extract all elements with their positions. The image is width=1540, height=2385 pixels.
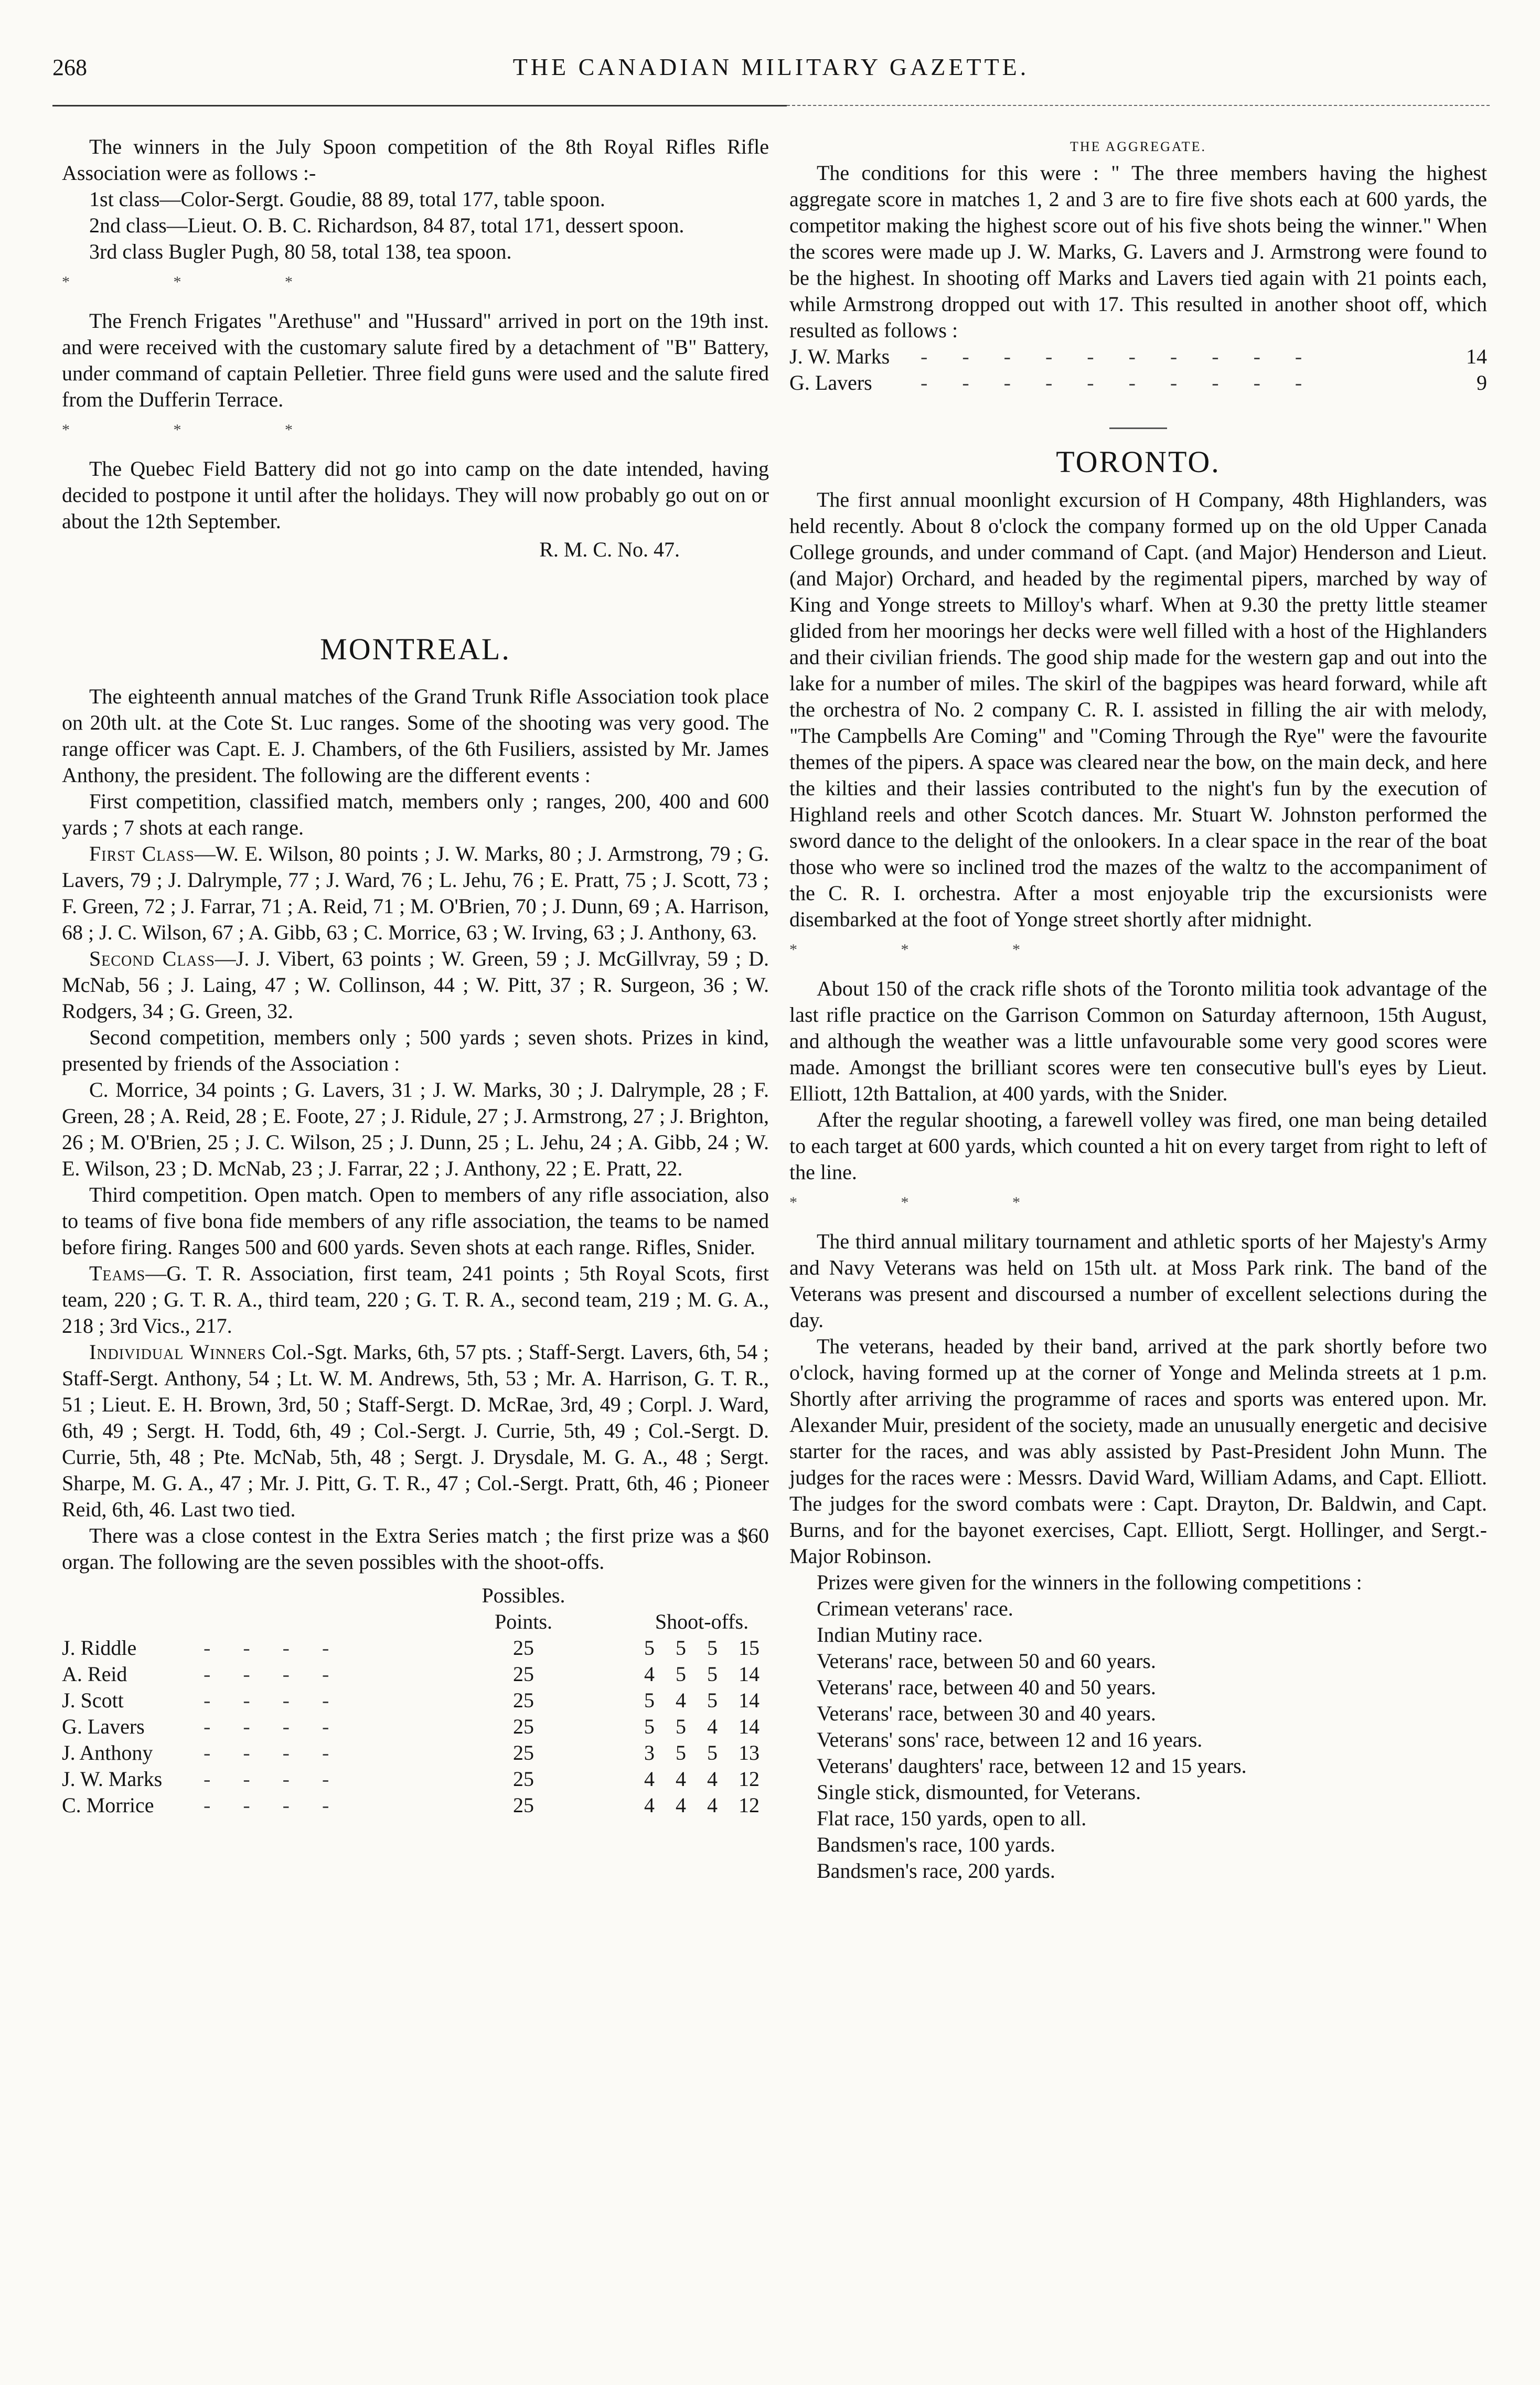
second-class-results [62, 946, 769, 1024]
prize-item: Indian Mutiny race. [817, 1623, 983, 1646]
row-shot-2: 5 [676, 1741, 686, 1764]
row-total: 12 [739, 1793, 760, 1817]
header-rule [52, 105, 787, 106]
toronto-paragraph: About 150 of the crack rifle shots of the Toronto militia took advantage of the last rifle practice on the Garrison Common on Saturday afternoon, 15th August, and although the weather was a little unfavourable some very good scores were made. Amongst the brilliant scores were ten consecutive bull's eyes by Lieut. Elliott, 12th Battalion, at 400 yards, with the Snider. [789, 977, 1487, 1105]
row-shot-2: 5 [676, 1715, 686, 1738]
section-divider-stars: * * * [62, 421, 343, 439]
row-shot-1: 3 [644, 1741, 655, 1764]
first-class-results [62, 841, 769, 946]
first-class-text: —W. E. Wilson, 80 points ; J. W. Marks, 80 ; J. Armstrong, 79 ; G. Lavers, 79 ; J. Dalrymple, 77 ; J. Ward, 76 ; L. Jehu, 76 ; E. Pratt, 75 ; J. Scott, 73 ; F. Green, 72 ; J. Farrar, 71 ; A. Reid, 71 ; M. O'Brien, 70 ; J. Dunn, 69 ; A. Harrison, 68 ; J. C. Wilson, 67 ; A. Gibb, 63 ; C. Morrice, 63 ; W. Irving, 63 ; J. Anthony, 63. [62, 842, 769, 944]
left-column [62, 134, 769, 1819]
row-shot-3: 5 [707, 1688, 718, 1712]
toronto-paragraph: The third annual military tournament and athletic sports of her Majesty's Army and Navy Veterans was held on 15th ult. at Moss Park rink. The band of the Veterans was present and discoursed a number of excellent selections during the day. [789, 1229, 1487, 1332]
first-class-label: First Class [89, 842, 195, 865]
toronto-heading: TORONTO. [1056, 445, 1221, 479]
leader-dots: - - - - - - - - - - [921, 371, 1317, 394]
prize-item: Bandsmen's race, 100 yards. [817, 1833, 1055, 1856]
montreal-paragraph: There was a close contest in the Extra Series match ; the first prize was a $60 organ. The following are the seven possibles with the shoot-offs. [62, 1524, 769, 1574]
aggregate-paragraph: The conditions for this were : " The three members having the highest aggregate score in matches 1, 2 and 3 are to fire five shots each at 600 yards, the competitor making the highest score out of his five shots being the winner." When the scores were made up J. W. Marks, G. Lavers and J. Armstrong were found to be the highest. In shooting off Marks and Lavers tied again with 21 points each, while Armstrong dropped out with 17. This resulted in another shoot off, which resulted as follows : [789, 161, 1487, 342]
row-name: A. Reid [62, 1662, 127, 1686]
row-shot-3: 4 [707, 1793, 718, 1817]
prize-item: Bandsmen's race, 200 yards. [817, 1859, 1055, 1883]
result-name: J. W. Marks [789, 345, 890, 368]
leader-dots: - - - - - - - - - - [921, 345, 1317, 368]
leader-dots: - - - - [204, 1715, 343, 1738]
row-name: J. Riddle [62, 1636, 137, 1660]
row-total: 12 [739, 1767, 760, 1791]
second-class-label: Second Class [89, 947, 215, 970]
row-total: 14 [739, 1715, 760, 1738]
table-row [62, 1766, 769, 1792]
row-shot-1: 5 [644, 1636, 655, 1660]
prize-item: Single stick, dismounted, for Veterans. [817, 1780, 1141, 1804]
row-points: 25 [513, 1767, 534, 1791]
col-shootoffs: Shoot-offs. [655, 1610, 749, 1633]
toronto-paragraph: Prizes were given for the winners in the following competitions : [817, 1570, 1362, 1594]
section-divider-stars: * * * [789, 1194, 1070, 1211]
montreal-paragraph: The eighteenth annual matches of the Grand Trunk Rifle Association took place on 20th ult. at the Cote St. Luc ranges. Some of the shooting was very good. The range officer was Capt. E. J. Chambers, of the 6th Fusiliers, assisted by Mr. James Anthony, the president. The following are the different events : [62, 685, 769, 787]
row-shot-2: 4 [676, 1767, 686, 1791]
aggregate-result [789, 370, 1487, 396]
row-shot-2: 4 [676, 1688, 686, 1712]
col-points: Points. [494, 1610, 553, 1633]
teams-label: Teams [89, 1261, 146, 1285]
table-row [62, 1661, 769, 1687]
leader-dots: - - - - [204, 1793, 343, 1817]
row-name: J. W. Marks [62, 1767, 163, 1791]
row-name: J. Scott [62, 1688, 124, 1712]
toronto-paragraph: The veterans, headed by their band, arrived at the park shortly before two o'clock, having formed up at the corner of Yonge and Melinda streets at 1 p.m. Shortly after arriving the programme of races and sports was entered upon. Mr. Alexander Muir, president of the society, made an unusually energetic and decisive starter for the races, and was ably assisted by Past-President John Munn. The judges for the races were : Messrs. David Ward, William Adams, and Capt. Elliott. The judges for the sword combats were : Capt. Drayton, Dr. Baldwin, and Capt. Burns, and for the bayonet exercises, Capt. Elliott, Sergt. Hollinger, and Sergt.-Major Robinson. [789, 1334, 1487, 1568]
row-shot-1: 4 [644, 1793, 655, 1817]
toronto-paragraph: After the regular shooting, a farewell volley was fired, one man being detailed to each target at 600 yards, which counted a hit on every target from right to left of the line. [789, 1108, 1487, 1184]
table-row [62, 1714, 769, 1740]
page-header [52, 50, 1490, 92]
row-shot-2: 5 [676, 1636, 686, 1660]
table-row [62, 1687, 769, 1714]
leader-dots: - - - - [204, 1741, 343, 1764]
aggregate-heading: THE AGGREGATE. [1070, 139, 1207, 154]
row-total: 14 [739, 1688, 760, 1712]
prize-item: Crimean veterans' race. [817, 1597, 1013, 1620]
right-column [789, 134, 1487, 1884]
row-shot-3: 5 [707, 1741, 718, 1764]
prize-item: Veterans' race, between 40 and 50 years. [817, 1675, 1156, 1699]
row-total: 15 [739, 1636, 760, 1660]
header-rule-dashed [787, 105, 1490, 106]
montreal-paragraph: Second competition, members only ; 500 yards ; seven shots. Prizes in kind, presented by friends of the Association : [62, 1025, 769, 1075]
row-name: C. Morrice [62, 1793, 154, 1817]
leader-dots: - - - - [204, 1662, 343, 1686]
individual-winners-label: Individual Winners [89, 1340, 266, 1364]
row-points: 25 [513, 1636, 534, 1660]
prize-item: Veterans' race, between 50 and 60 years. [817, 1649, 1156, 1673]
aggregate-result [789, 344, 1487, 370]
prize-item: Veterans' daughters' race, between 12 and 15 years. [817, 1754, 1247, 1778]
row-points: 25 [513, 1688, 534, 1712]
toronto-paragraph: The first annual moonlight excursion of H Company, 48th Highlanders, was held recently. About 8 o'clock the company formed up on the old Upper Canada College grounds, and under command of Capt. (and Major) Henderson and Lieut. (and Major) Orchard, and headed by the regimental pipers, marched by way of King and Yonge streets to Milloy's wharf. When at 9.30 the pretty little steamer glided from her moorings her decks were well filled with a host of the Highlanders and their civilian friends. The good ship made for the western gap and out into the lake for a number of miles. The skirl of the bagpipes was heard forward, while aft the orchestra of No. 2 company C. R. I. assisted in filling the air with melody, "The Campbells Are Coming" and "Coming Through the Rye" were the favourite themes of the pipers. A space was cleared near the bow, on the main deck, and here the kilties and their lassies contributed to the night's fun by the execution of Highland reels and other Scotch dances. Mr. Stuart W. Johnston performed the sword dance to the delight of the onlookers. In a clear space in the rear of the boat those who were so inclined trod the mazes of the waltz to the accompaniment of the C. R. I. orchestra. After a most enjoyable trip the excursionists were disembarked at the foot of Yonge street shortly after midnight. [789, 488, 1487, 931]
quebec-paragraph: The Quebec Field Battery did not go into camp on the date intended, having decided to postpone it until after the holidays. They will now probably go out on or about the 12th September. [62, 457, 769, 533]
teams-text: —G. T. R. Association, first team, 241 points ; 5th Royal Scots, first team, 220 ; G. T. R. A., third team, 220 ; G. T. R. A., second team, 219 ; M. G. A., 218 ; 3rd Vics., 217. [62, 1261, 769, 1338]
spoon-line: 3rd class Bugler Pugh, 80 58, total 138, tea spoon. [89, 240, 512, 263]
spoon-line: 2nd class—Lieut. O. B. C. Richardson, 84 87, total 171, dessert spoon. [89, 213, 685, 237]
page-number: 268 [52, 55, 87, 80]
leader-dots: - - - - [204, 1636, 343, 1660]
result-score: 14 [1466, 345, 1487, 368]
result-score: 9 [1477, 371, 1487, 394]
correspondent-signature: R. M. C. No. 47. [539, 538, 680, 561]
montreal-heading: MONTREAL. [320, 632, 511, 666]
table-row [62, 1792, 769, 1819]
section-separator [1109, 427, 1167, 429]
leader-dots: - - - - [204, 1688, 343, 1712]
frigates-paragraph: The French Frigates "Arethuse" and "Hussard" arrived in port on the 19th inst. and were received with the customary salute fired by a detachment of "B" Battery, under command of captain Pelletier. Three field guns were used and the salute fired from the Dufferin Terrace. [62, 309, 769, 411]
individual-winners [62, 1339, 769, 1523]
row-points: 25 [513, 1662, 534, 1686]
prize-item: Veterans' sons' race, between 12 and 16 years. [817, 1728, 1203, 1751]
row-name: G. Lavers [62, 1715, 145, 1738]
row-shot-3: 5 [707, 1662, 718, 1686]
prize-item: Flat race, 150 yards, open to all. [817, 1806, 1087, 1830]
row-points: 25 [513, 1741, 534, 1764]
row-shot-1: 4 [644, 1767, 655, 1791]
second-class-text: —J. J. Vibert, 63 points ; W. Green, 59 ; J. McGillvray, 59 ; D. McNab, 56 ; J. Laing, 47 ; W. Collinson, 44 ; W. Pitt, 37 ; R. Surgeon, 36 ; W. Rodgers, 34 ; G. Green, 32. [62, 947, 769, 1023]
row-shot-1: 5 [644, 1688, 655, 1712]
table-row [62, 1740, 769, 1766]
row-points: 25 [513, 1793, 534, 1817]
result-name: G. Lavers [789, 371, 872, 394]
section-divider-stars: * * * [789, 941, 1070, 958]
prize-item: Veterans' race, between 30 and 40 years. [817, 1702, 1156, 1725]
row-shot-1: 4 [644, 1662, 655, 1686]
montreal-paragraph: Third competition. Open match. Open to members of any rifle association, also to teams of five bona fide members of any rifle association, the teams to be named before firing. Ranges 500 and 600 yards. Seven shots at each range. Rifles, Snider. [62, 1183, 769, 1259]
row-shot-3: 5 [707, 1636, 718, 1660]
spoon-line: 1st class—Color-Sergt. Goudie, 88 89, total 177, table spoon. [89, 187, 605, 211]
teams-results [62, 1260, 769, 1339]
montreal-paragraph: First competition, classified match, members only ; ranges, 200, 400 and 600 yards ; 7 shots at each range. [62, 789, 769, 839]
row-total: 14 [739, 1662, 760, 1686]
spoon-intro: The winners in the July Spoon competition of the 8th Royal Rifles Rifle Association were as follows :- [62, 135, 769, 185]
row-name: J. Anthony [62, 1741, 153, 1764]
row-total: 13 [739, 1741, 760, 1764]
row-shot-2: 4 [676, 1793, 686, 1817]
row-shot-3: 4 [707, 1715, 718, 1738]
section-divider-stars: * * * [62, 273, 343, 291]
possibles-table-header [62, 1582, 769, 1635]
masthead-title: THE CANADIAN MILITARY GAZETTE. [512, 54, 1030, 80]
row-shot-3: 4 [707, 1767, 718, 1791]
row-shot-2: 5 [676, 1662, 686, 1686]
leader-dots: - - - - [204, 1767, 343, 1791]
individual-winners-text: Col.-Sgt. Marks, 6th, 57 pts. ; Staff-Sergt. Lavers, 6th, 54 ; Staff-Sergt. Anthony, 54 ; Lt. W. M. Andrews, 5th, 53 ; Mr. A. Harrison, G. T. R., 51 ; Lieut. E. H. Brown, 3rd, 50 ; Staff-Sergt. D. McRae, 3rd, 49 ; Corpl. J. Ward, 6th, 49 ; Sergt. H. Todd, 6th, 49 ; Col.-Sergt. J. Currie, 5th, 49 ; Col.-Sergt. D. Currie, 5th, 48 ; Pte. McNab, 5th, 48 ; Sergt. J. Drysdale, M. G. A., 48 ; Sergt. Sharpe, M. G. A., 47 ; Mr. J. Pitt, G. T. R., 47 ; Col.-Sergt. Pratt, 6th, 46 ; Pioneer Reid, 6th, 46. Last two tied. [62, 1340, 769, 1521]
montreal-paragraph: C. Morrice, 34 points ; G. Lavers, 31 ; J. W. Marks, 30 ; J. Dalrymple, 28 ; F. Green, 28 ; A. Reid, 28 ; E. Foote, 27 ; J. Ridule, 27 ; J. Armstrong, 27 ; J. Brighton, 26 ; M. O'Brien, 25 ; J. C. Wilson, 25 ; J. Dunn, 25 ; L. Jehu, 24 ; A. Gibb, 24 ; W. E. Wilson, 23 ; D. McNab, 23 ; J. Farrar, 22 ; J. Anthony, 22 ; E. Pratt, 22. [62, 1078, 769, 1180]
col-possibles: Possibles. [482, 1584, 565, 1607]
row-points: 25 [513, 1715, 534, 1738]
row-shot-1: 5 [644, 1715, 655, 1738]
table-row [62, 1635, 769, 1661]
